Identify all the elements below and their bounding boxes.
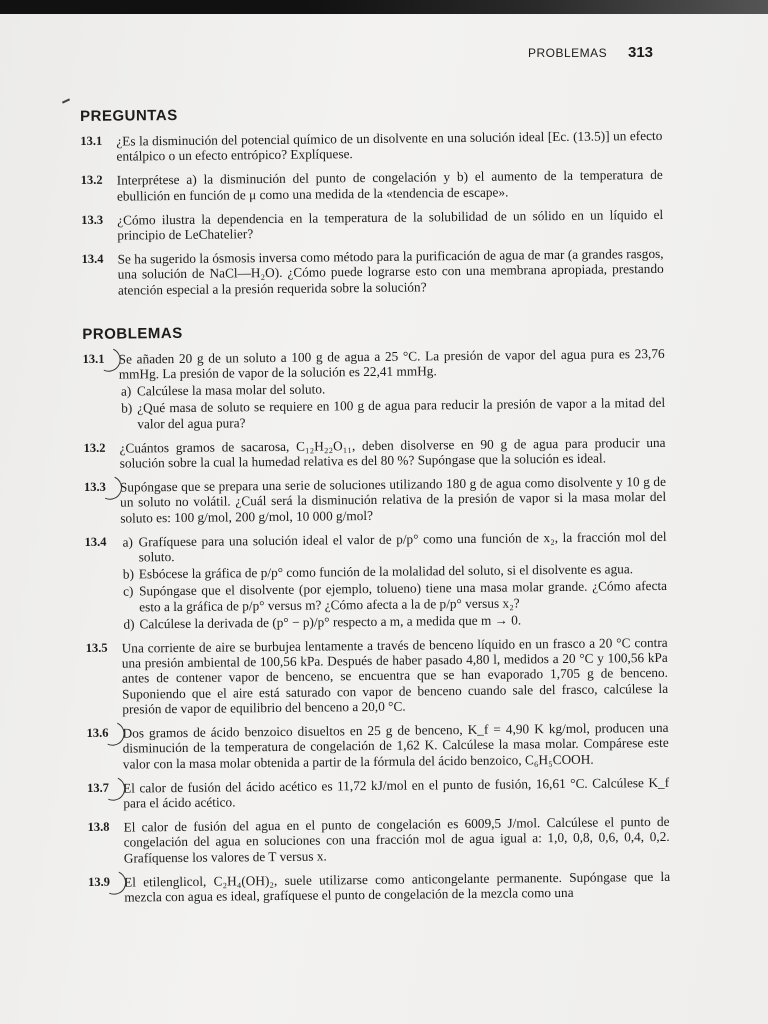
item-number: 13.3 [81,212,104,227]
item-number: 13.8 [87,819,110,835]
item-number: 13.7 [87,780,110,795]
item-number: 13.6 [86,725,109,741]
preguntas-heading: PREGUNTAS [80,106,178,125]
preguntas-item [81,167,663,203]
item-number: 13.9 [88,874,111,889]
item-number: 13.2 [80,173,103,188]
subitem-text: Calcúlese la derivada de (p° − p)/p° respecto a m, a medida que m → 0. [139,612,522,632]
problemas-item [83,346,666,432]
subitem [121,611,667,632]
subitem-text: Grafíquese para una solución ideal el valor de p/p° como una función de x₂, la fracción mol del soluto. [138,528,667,565]
subitem-text: Calcúlese la masa molar del soluto. [136,381,326,399]
item-text: Una corriente de aire se burbujea lentamente a través de benceno líquido en un frasco a 20 °C contra una presión ambiental de 100,56 kPa. Después de haber pasado 4,80 l, medidos a 20 °C y 100,56 kPa antes de contener vapor de benceno, se encuentra que se han evaporado 1,705 g de benceno. Suponiendo que el aire está saturado con vapor de benceno cuando sale del frasco, calcúlese la presión de vapor de equilibrio del benceno a 20,0 °C. [121,634,669,717]
preguntas-item [82,246,664,298]
item-text: Interprétese a) la disminución del punto de congelación y b) el aumento de la temperatura de ebullición en función de μ como una medida de la «tendencia de escape». [116,167,663,204]
item-text: El etilenglicol, C₂H₄(OH)₂, suele utilizarse como anticongelante permanente. Supóngase que la mezcla con agua es ideal, grafíquese el punto de congelación de la mezcla como una [124,868,671,905]
subitem-label: d) [123,616,135,632]
item-text: ¿Cuántos gramos de sacarosa, C₁₂H₂₂O₁₁, deben disolverse en 90 g de agua para producir una solución sobre la cual la humedad relativa es del 80 %? Supóngase que la solución es ideal. [119,434,666,471]
page-number: 313 [628,44,654,61]
problemas-item [86,720,668,772]
item-number: 13.1 [82,351,105,366]
subitem-text: ¿Qué masa de soluto se requiere en 100 g de agua para reducir la presión de vapor a la mitad del valor del agua pura? [137,395,666,432]
item-number: 13.5 [85,640,108,656]
item-number: 13.4 [81,251,104,267]
problemas-heading: PROBLEMAS [82,324,183,343]
page-content [80,102,670,914]
preguntas-item [80,128,662,164]
item-text: ¿Es la disminución del potencial químico de un disolvente en una solución ideal [Ec. (13.5)] un efecto entálpico o un efecto entrópico? Explíquese. [116,127,663,164]
problemas-item [87,775,669,811]
subitem-label: b) [121,400,133,417]
item-text: Supóngase que se prepara una serie de soluciones utilizando 180 g de agua como disolvente y 10 g de un soluto no volátil. ¿Cuál será la disminución relativa de la presión de vapor si la masa molar del soluto es: 100 g/mol, 200 g/mol, 10 000 g/mol? [119,474,667,526]
subitem-label: a) [122,534,133,550]
problemas-item [86,635,669,717]
page-header [0,44,768,64]
pencil-tick-mark [62,98,70,103]
preguntas-list [80,128,664,298]
item-text: El calor de fusión del ácido acético es 11,72 kJ/mol en el punto de fusión, 16,61 °C. Calcúlese K_f para el ácido acético. [123,774,670,811]
subitem-text: Esbócese la gráfica de p/p° como función de la molalidad del soluto, si el disolvente es agua. [138,561,634,582]
problemas-item [87,814,669,866]
item-text: ¿Cómo ilustra la dependencia en la temperatura de la solubilidad de un sólido en un líquido el principio de LeChatelier? [117,206,664,243]
problemas-item [84,529,667,632]
subitem-text: Supóngase que el disolvente (por ejemplo, tolueno) tiene una masa molar grande. ¿Cómo afecta esto a la gráfica de p/p° versus m? ¿Cómo afecta a la de p/p° versus x₂? [138,578,668,615]
running-head: PROBLEMAS [528,46,608,60]
preguntas-item [81,207,663,243]
subitem-label: b) [122,566,135,582]
problemas-item [83,435,665,471]
subitem [119,395,665,431]
item-text: Dos gramos de ácido benzoico disueltos en 25 g de benceno, K_f = 4,90 K kg/mol, producen una disminución de la temperatura de congelación de 1,62 K. Calcúlese la masa molar. Compárese este valor con la masa molar obtenida a partir de la fórmula del ácido benzoico, C₆H₅COOH. [122,719,669,772]
item-text: Se añaden 20 g de un soluto a 100 g de agua a 25 °C. La presión de vapor del agua pura es 23,76 mmHg. La presión de vapor de la solución es 22,41 mmHg. [118,345,665,382]
item-number: 13.3 [83,480,106,495]
problemas-list [83,346,671,905]
subitem-label: a) [120,383,132,399]
item-text: El calor de fusión del agua en el punto de congelación es 6009,5 J/mol. Calcúlese el punto de congelación del agua en soluciones con una fracción mol de agua igual a: 1,0, 0,8, 0,6, 0,4, 0,2. Grafíquense los valores de T versus x. [123,813,670,866]
item-text: Se ha sugerido la ósmosis inversa como método para la purificación de agua de mar (a grandes rasgos, una solución de NaCl—H₂O). ¿Cómo puede lograrse esto con una membrana apropiada, prestando atención especial a la presión requerida sobre la solución? [117,246,664,298]
subitem [121,578,667,614]
problemas-item [88,869,670,905]
problemas-item [84,474,666,526]
item-number: 13.4 [84,534,107,549]
subitem [120,529,666,565]
item-number: 13.2 [83,440,106,455]
item-number: 13.1 [80,133,103,148]
subitem-label: c) [122,583,134,600]
